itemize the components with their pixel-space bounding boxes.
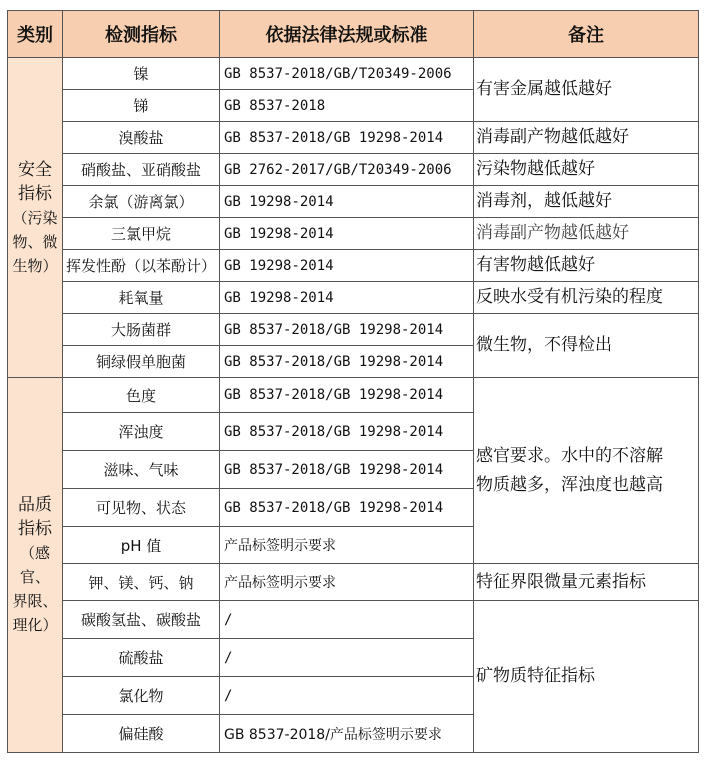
note-cell: 消毒副产物越低越好 <box>474 122 699 154</box>
indicator-cell: 钾、镁、钙、钠 <box>63 564 220 601</box>
category-quality-title2: 指标 <box>18 519 52 539</box>
standard-cell: GB 19298-2014 <box>220 218 474 250</box>
indicator-cell: 色度 <box>63 378 220 413</box>
table-row <box>8 250 699 282</box>
indicator-cell: pH 值 <box>63 527 220 564</box>
note-cell: 有害物越低越好 <box>474 250 699 282</box>
category-quality-sub3: 理化） <box>12 616 58 634</box>
standard-cell: GB 2762-2017/GB/T20349-2006 <box>220 154 474 186</box>
note-cell: 特征界限微量元素指标 <box>474 564 699 601</box>
category-safety-sub3: 生物） <box>12 256 58 275</box>
table-row <box>8 378 699 413</box>
table-row <box>8 122 699 154</box>
indicator-cell: 偏硅酸 <box>63 715 220 753</box>
standard-cell: GB 19298-2014 <box>220 282 474 314</box>
table-row <box>8 314 699 346</box>
standard-cell: GB 8537-2018 <box>220 90 474 122</box>
category-quality <box>8 378 63 753</box>
standard-cell: / <box>220 601 474 639</box>
header-row <box>8 11 699 58</box>
standard-cell: GB 8537-2018/GB 19298-2014 <box>220 413 474 451</box>
standard-cell: GB 19298-2014 <box>220 186 474 218</box>
indicator-cell: 余氯（游离氯） <box>63 186 220 218</box>
indicator-cell: 碳酸氢盐、碳酸盐 <box>63 601 220 639</box>
table-row <box>8 282 699 314</box>
indicator-cell: 锑 <box>63 90 220 122</box>
standard-cell: GB 8537-2018/GB/T20349-2006 <box>220 58 474 90</box>
header-notes: 备注 <box>474 11 699 58</box>
standard-cell: 产品标签明示要求 <box>220 527 474 564</box>
indicator-cell: 溴酸盐 <box>63 122 220 154</box>
indicator-cell: 挥发性酚（以苯酚计） <box>63 250 220 282</box>
note-sensory-line2: 物质越多，浑浊度也越高 <box>476 474 663 495</box>
note-cell: 消毒副产物越低越好 <box>474 218 699 250</box>
standard-cell: 产品标签明示要求 <box>220 564 474 601</box>
standard-cell: GB 8537-2018/GB 19298-2014 <box>220 489 474 527</box>
note-cell: 污染物越低越好 <box>474 154 699 186</box>
category-quality-sub2: 界限、 <box>12 592 58 610</box>
note-sensory-line1: 感官要求。水中的不溶解 <box>476 445 663 466</box>
category-safety-title2: 指标 <box>18 183 52 204</box>
category-safety-sub1: （污染 <box>12 208 58 227</box>
indicator-cell: 氯化物 <box>63 677 220 715</box>
note-cell-sensory <box>474 378 699 564</box>
note-cell: 反映水受有机污染的程度 <box>474 282 699 314</box>
standard-cell: GB 8537-2018/GB 19298-2014 <box>220 451 474 489</box>
indicator-cell: 耗氧量 <box>63 282 220 314</box>
indicator-cell: 铜绿假单胞菌 <box>63 346 220 378</box>
table-row <box>8 58 699 90</box>
standard-cell: GB 8537-2018/GB 19298-2014 <box>220 122 474 154</box>
header-indicator: 检测指标 <box>63 11 220 58</box>
standard-cell: / <box>220 639 474 677</box>
table-row <box>8 218 699 250</box>
standard-cell: GB 8537-2018/产品标签明示要求 <box>220 715 474 753</box>
note-cell: 矿物质特征指标 <box>474 601 699 753</box>
indicator-cell: 镍 <box>63 58 220 90</box>
category-safety-sub2: 物、微 <box>12 232 58 251</box>
standard-cell: GB 8537-2018/GB 19298-2014 <box>220 378 474 413</box>
indicator-cell: 硝酸盐、亚硝酸盐 <box>63 154 220 186</box>
category-safety-title1: 安全 <box>18 159 52 180</box>
category-quality-title1: 品质 <box>18 495 52 515</box>
standard-cell: GB 19298-2014 <box>220 250 474 282</box>
note-cell: 微生物，不得检出 <box>474 314 699 378</box>
indicator-cell: 浑浊度 <box>63 413 220 451</box>
water-standards-table <box>7 10 699 753</box>
table-row <box>8 601 699 639</box>
table-row <box>8 154 699 186</box>
standard-cell: GB 8537-2018/GB 19298-2014 <box>220 314 474 346</box>
header-category: 类别 <box>8 11 63 58</box>
indicator-cell: 硫酸盐 <box>63 639 220 677</box>
indicator-cell: 可见物、状态 <box>63 489 220 527</box>
note-cell: 有害金属越低越好 <box>474 58 699 122</box>
standard-cell: / <box>220 677 474 715</box>
table-row <box>8 564 699 601</box>
indicator-cell: 大肠菌群 <box>63 314 220 346</box>
category-safety <box>8 58 63 378</box>
indicator-cell: 三氯甲烷 <box>63 218 220 250</box>
standard-cell: GB 8537-2018/GB 19298-2014 <box>220 346 474 378</box>
category-quality-sub1: （感官、 <box>19 544 50 586</box>
note-cell: 消毒剂，越低越好 <box>474 186 699 218</box>
header-standard: 依据法律法规或标准 <box>220 11 474 58</box>
indicator-cell: 滋味、气味 <box>63 451 220 489</box>
table-row <box>8 186 699 218</box>
